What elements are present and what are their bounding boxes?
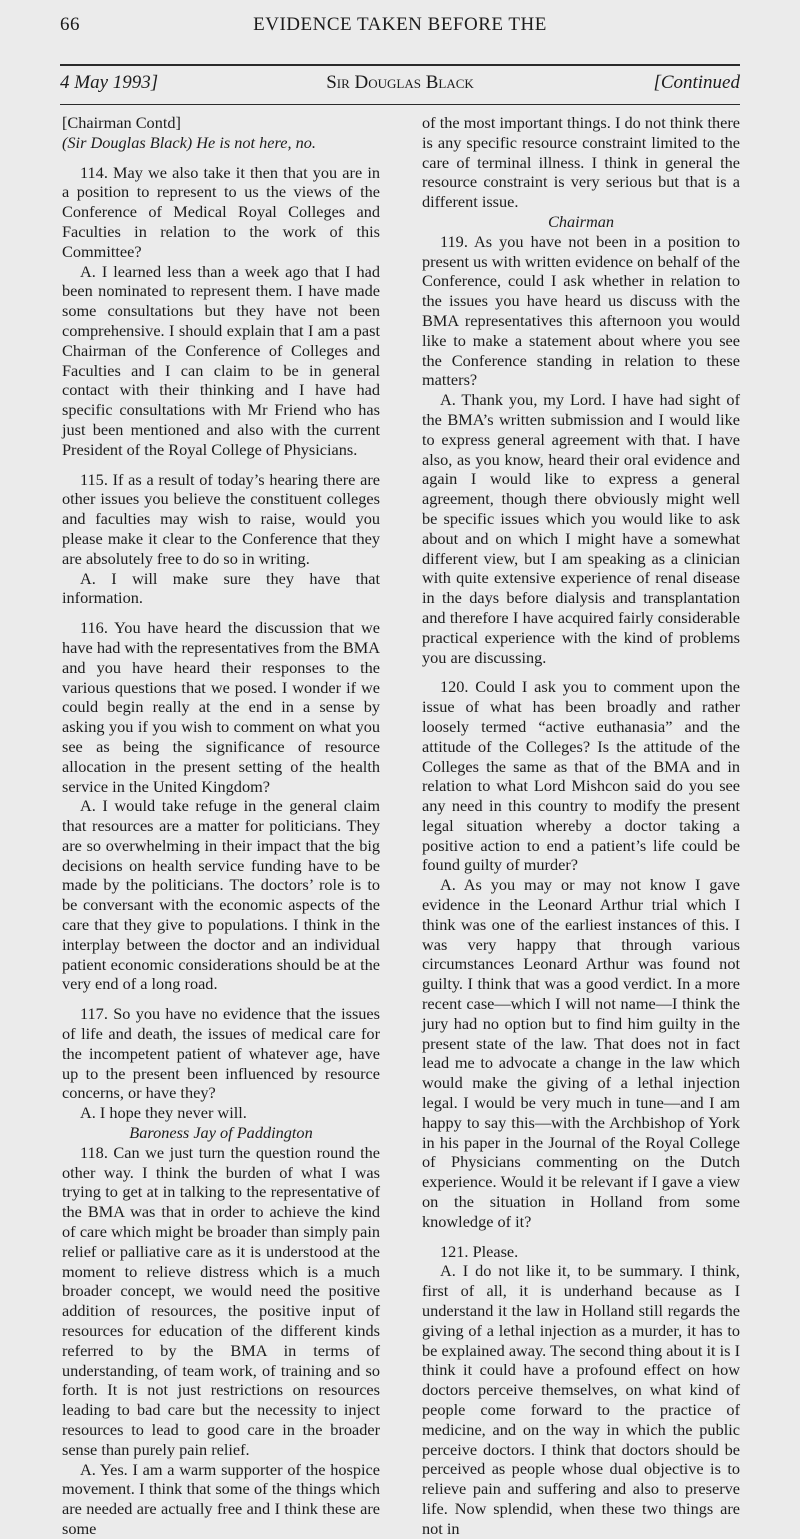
answer-117: A. I hope they never will.	[80, 1103, 247, 1123]
header-rule-bottom	[60, 104, 740, 105]
question-116: 116. You have heard the discussion that we have had with the representatives from the BMA and you have heard their responses to the various questions that we posed. I wonder if we could begin really at the end in a sense by asking you if you wish to comment on what you see as being the significance of resource allocation in the present setting of the health service in the United Kingdom?	[62, 618, 380, 796]
running-title: EVIDENCE TAKEN BEFORE THE	[253, 14, 547, 35]
answer-118: A. Yes. I am a warm supporter of the hospice movement. I think that some of the things which are needed are actually free and I think these are some	[62, 1459, 380, 1538]
answer-115: A. I will make sure they have that information.	[62, 568, 380, 608]
answer-116: A. I would take refuge in the general claim that resources are a matter for politicians. They are so overwhelming in their impact that the big decisions on health service funding have to be made by the politicians. The doctors’ role is to be conversant with the economic aspects of the care that they give to populations. I think in the interplay between the doctor and an individual patient economic considerations should be at the very end of a long road.	[62, 796, 380, 994]
header-rule-top	[60, 64, 740, 66]
answer-121: A. I do not like it, to be summary. I think, first of all, it is underhand because as I understand it the law in Holland still regards the giving of a lethal injection as a murder, it has to be explained away. The second thing about it is I think it could have a profound effect on how doctors perceive themselves, on what kind of people come forward to the practice of medicine, and on the way in which the public perceive doctors. I think that doctors should be perceived as people whose dual objective is to relieve pain and suffering and also to preserve life. Now splendid, when these two things are not in	[422, 1261, 740, 1538]
page-number: 66	[60, 14, 80, 35]
sub-header	[60, 72, 740, 100]
answer-119: A. Thank you, my Lord. I have had sight of the BMA’s written submission and I would like to express general agreement with that. I have also, as you know, heard their oral evidence and again I would like to express a general agreement, though there obviously might well be specific issues which you would like to ask about and on which I might have a somewhat different view, but I am speaking as a clinician with quite extensive experience of renal disease in the days before dialysis and transplantation and therefore I have acquired fairly considerable practical experience with the kind of problems you are discussing.	[422, 390, 740, 667]
speaker-baroness-jay: Baroness Jay of Paddington	[129, 1123, 313, 1143]
question-120: 120. Could I ask you to comment upon the issue of what has been broadly and rather loosely termed “active euthanasia” and the attitude of the Colleges? Is the attitude of the Colleges the same as that of the BMA and in relation to what Lord Mishcon said do you see any need in this country to modify the present legal situation whereby a doctor taking a positive action to end a patient’s life could be found guilty of murder?	[422, 677, 740, 875]
speaker-chairman: Chairman	[547, 211, 615, 231]
question-115: 115. If as a result of today’s hearing there are other issues you believe the constituent colleges and faculties may wish to raise, would you please make it clear to the Conference that they are absolutely free to do so in writing.	[62, 469, 380, 568]
aside-remark: (Sir Douglas Black) He is not here, no.	[62, 132, 316, 152]
answer-118-continued: of the most important things. I do not think there is any specific resource constraint limited to the care of terminal illness. I think in general the resource constraint is very serious but that is a different issue.	[422, 113, 740, 212]
answer-114: A. I learned less than a week ago that I had been nominated to represent them. I have made some consultations but they have not been comprehensive. I should explain that I am a past Chairman of the Conference of Colleges and Faculties and I can claim to be in general contact with their thinking and I have had specific consultations with Mr Friend who has just been mentioned and also with the current President of the Royal College of Physicians.	[62, 261, 380, 459]
question-118: 118. Can we just turn the question round the other way. I think the burden of what I was trying to get at in talking to the representative of the BMA was that in order to achieve the kind of care which might be broader than simply pain relief or palliative care as it is understood at the moment to relieve distress which is a much broader concept, we would need the positive addition of resources, the positive input of resources for education of the different kinds referred to by the BMA in terms of understanding, of team work, of training and so forth. It is not just restrictions on resources leading to bad care but the necessity to inject resources to lead to good care in the broader sense than purely pain relief.	[62, 1142, 380, 1459]
witness-name: Sir Douglas Black	[326, 72, 474, 93]
question-117: 117. So you have no evidence that the issues of life and death, the issues of medical care for the incompetent patient of whatever age, have up to the present been influenced by resource concerns, or have they?	[62, 1004, 380, 1103]
chairman-contd-label: [Chairman Contd]	[62, 113, 181, 132]
question-119: 119. As you have not been in a position to present us with written evidence on behalf of the Conference, could I ask whether in relation to the issues you have heard us discuss with the BMA representatives this afternoon you would like to make a statement about where you see the Conference standing in relation to these matters?	[422, 231, 740, 390]
right-column	[422, 113, 740, 1539]
answer-120: A. As you may or may not know I gave evidence in the Leonard Arthur trial which I think was one of the earliest instances of this. I was very happy that through various circumstances Leonard Arthur was found not guilty. I think that was a good verdict. In a more recent case—which I will not name—I think the jury had no option but to find him guilty in the present state of the law. That does not in fact lead me to advocate a change in the law which would make the giving of a lethal injection legal. I would be very much in tune—and I am happy to say this—with the Archbishop of York in his paper in the Journal of the Royal College of Physicians commenting on the Dutch experience. Would it be relevant if I gave a view on the situation in Holland from some knowledge of it?	[422, 875, 740, 1231]
continued-label: [Continued	[653, 72, 740, 93]
hearing-date: 4 May 1993]	[60, 72, 159, 93]
running-head	[60, 14, 740, 42]
question-114: 114. May we also take it then that you are in a position to represent to us the views of the Conference of Medical Royal Colleges and Faculties in relation to the work of this Committee?	[62, 162, 380, 261]
left-column	[62, 113, 380, 1539]
question-121: 121. Please.	[440, 1241, 519, 1261]
